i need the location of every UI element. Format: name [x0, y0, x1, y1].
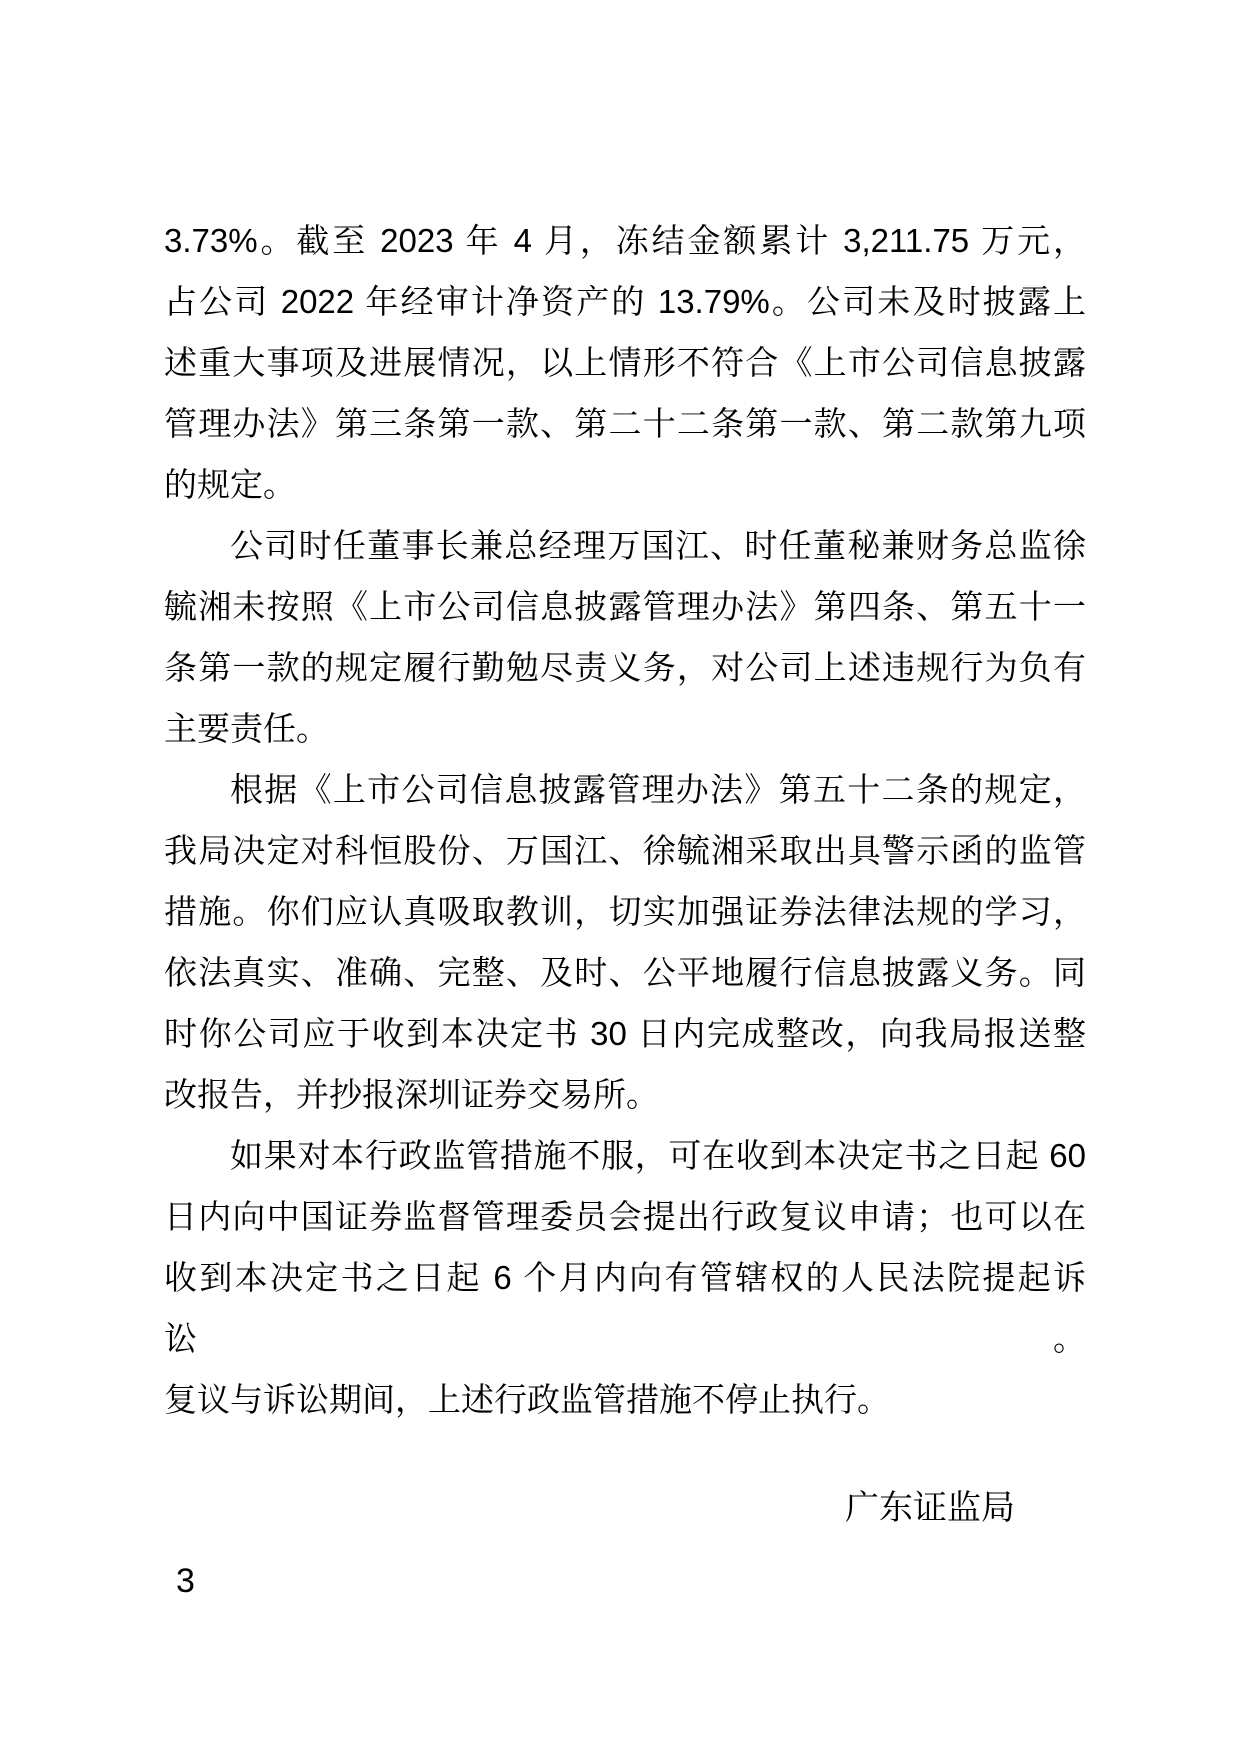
body-line: 3.73%。截至 2023 年 4 月，冻结金额累计 3,211.75 万元，: [164, 222, 1086, 259]
body-line: 如果对本行政监管措施不服，可在收到本决定书之日起 60: [230, 1137, 1086, 1174]
body-line: 毓湘未按照《上市公司信息披露管理办法》第四条、第五十一: [164, 588, 1086, 625]
body-line: 公司时任董事长兼总经理万国江、时任董秘兼财务总监徐: [230, 527, 1086, 564]
body-line: 条第一款的规定履行勤勉尽责义务，对公司上述违规行为负有: [164, 649, 1086, 686]
body-line: 管理办法》第三条第一款、第二十二条第一款、第二款第九项: [164, 405, 1086, 442]
body-line: 改报告，并抄报深圳证券交易所。: [164, 1076, 659, 1113]
body-line: 依法真实、准确、完整、及时、公平地履行信息披露义务。同: [164, 954, 1086, 991]
page-number: 3: [176, 1562, 195, 1600]
document-body: [164, 210, 1086, 1430]
body-line: 根据《上市公司信息披露管理办法》第五十二条的规定，: [230, 771, 1086, 808]
body-line: 主要责任。: [164, 710, 329, 747]
body-line: 日内向中国证券监督管理委员会提出行政复议申请；也可以在: [164, 1198, 1086, 1235]
paragraph: [164, 759, 1086, 1125]
body-line: 复议与诉讼期间，上述行政监管措施不停止执行。: [164, 1381, 890, 1418]
body-line: 占公司 2022 年经审计净资产的 13.79%。公司未及时披露上: [164, 283, 1086, 320]
body-line: 我局决定对科恒股份、万国江、徐毓湘采取出具警示函的监管: [164, 832, 1086, 869]
body-line: 时你公司应于收到本决定书 30 日内完成整改，向我局报送整: [164, 1015, 1086, 1052]
paragraph: [164, 515, 1086, 759]
paragraph: [164, 210, 1086, 515]
body-line: 收到本决定书之日起 6 个月内向有管辖权的人民法院提起诉讼。: [164, 1259, 1086, 1357]
paragraph: [164, 1125, 1086, 1430]
issuer-signature: 广东证监局: [845, 1489, 1015, 1527]
body-line: 述重大事项及进展情况，以上情形不符合《上市公司信息披露: [164, 344, 1086, 381]
body-line: 的规定。: [164, 466, 296, 503]
body-line: 措施。你们应认真吸取教训，切实加强证券法律法规的学习，: [164, 893, 1086, 930]
